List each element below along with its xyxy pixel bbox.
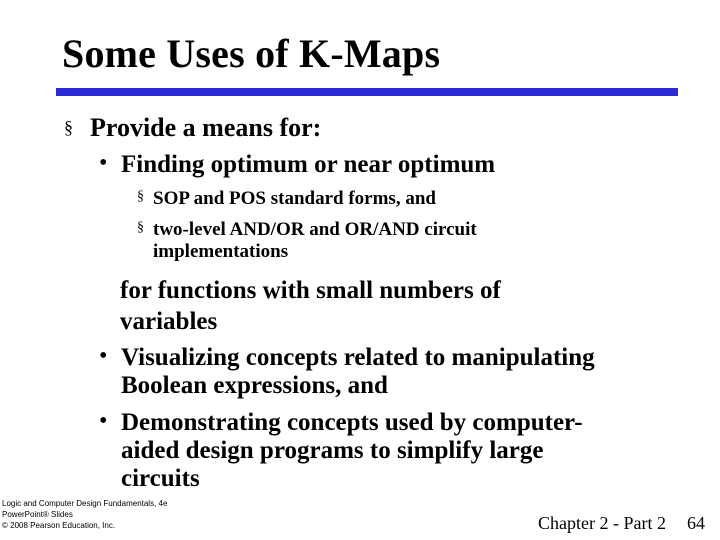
- bullet-finding: [99, 150, 496, 179]
- sub-bullet-sop-pos: [137, 188, 436, 210]
- continuation-line1: for functions with small numbers of: [120, 277, 501, 304]
- slide-title: Some Uses of K-Maps: [62, 31, 441, 76]
- bullet-text-line1: Visualizing concepts related to manipulating: [121, 344, 595, 371]
- title-underline: [56, 88, 678, 96]
- continuation-line2: variables: [120, 308, 218, 335]
- bullet-text: Finding optimum or near optimum: [121, 151, 496, 178]
- dot-bullet-icon: •: [99, 343, 108, 369]
- chapter-label: Chapter 2 - Part 2: [538, 513, 666, 533]
- copyright-line: Logic and Computer Design Fundamentals, 4e: [2, 499, 168, 508]
- bullet-text-line2: aided design programs to simplify large: [121, 437, 544, 464]
- sub-bullet-text: SOP and POS standard forms, and: [153, 188, 436, 209]
- square-bullet-icon: §: [137, 189, 144, 204]
- bullet-text-line2: Boolean expressions, and: [121, 372, 388, 399]
- bullet-text-line1: Demonstrating concepts used by computer-: [121, 409, 583, 436]
- bullet-visualizing: [99, 343, 595, 400]
- sub-bullet-text-line1: two-level AND/OR and OR/AND circuit: [153, 219, 477, 240]
- square-bullet-icon: §: [64, 117, 73, 137]
- sub-bullet-two-level: [137, 219, 477, 263]
- dot-bullet-icon: •: [99, 408, 108, 434]
- copyright-line: © 2008 Pearson Education, Inc.: [2, 521, 116, 530]
- bullet-text: Provide a means for:: [90, 113, 322, 142]
- page-number: 64: [687, 513, 705, 533]
- dot-bullet-icon: •: [99, 150, 108, 176]
- bullet-demonstrating: [99, 408, 583, 493]
- copyright-line: PowerPoint® Slides: [2, 510, 73, 519]
- copyright-notice: [2, 498, 167, 531]
- bullet-text-line3: circuits: [121, 465, 200, 492]
- square-bullet-icon: §: [137, 220, 144, 235]
- sub-bullet-text-line2: implementations: [153, 241, 289, 262]
